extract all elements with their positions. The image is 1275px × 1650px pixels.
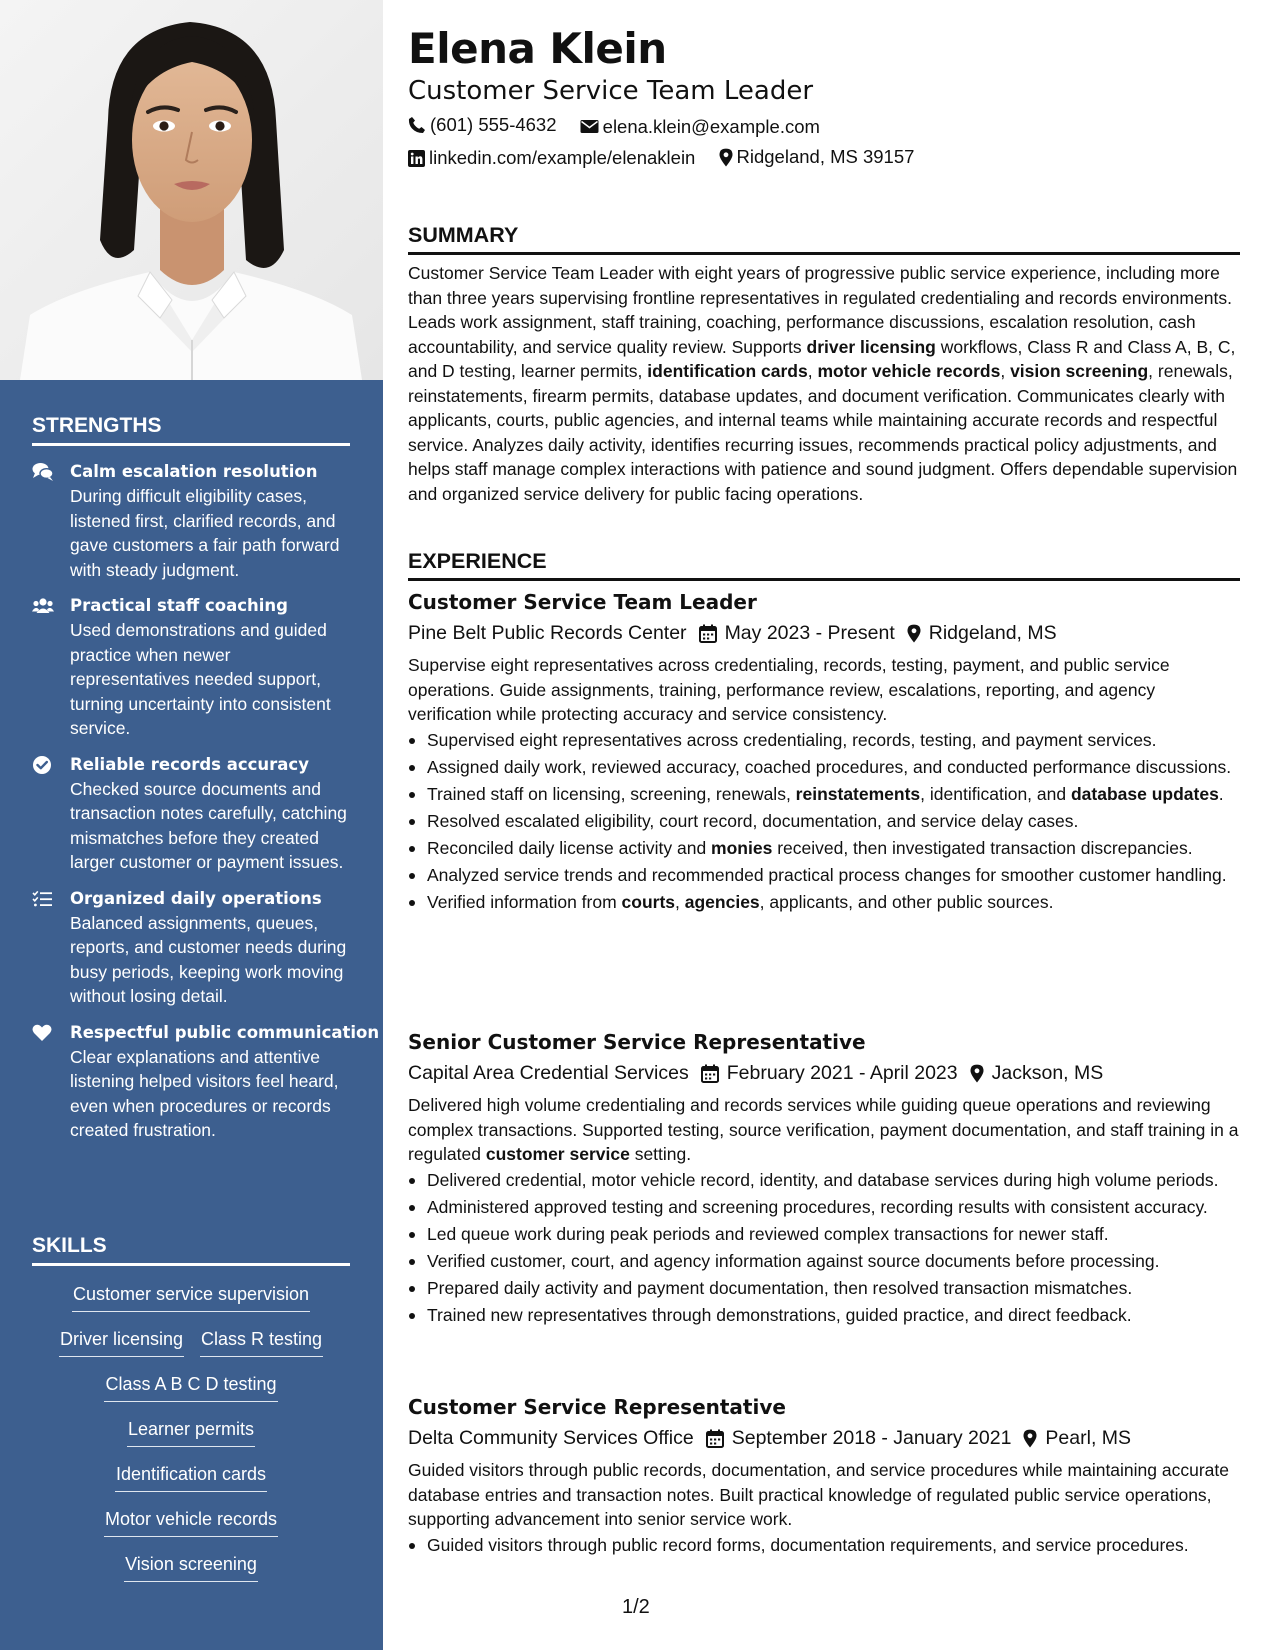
- summary-text: [408, 261, 1240, 506]
- bold-text: database updates: [1070, 783, 1219, 804]
- bold-text: courts: [621, 891, 676, 912]
- skill-tag: Vision screening: [124, 1551, 258, 1582]
- list-check-icon: [32, 889, 54, 909]
- map-pin-icon: [970, 1064, 984, 1083]
- job-bullets: [408, 1168, 1240, 1328]
- job-description: Supervise eight representatives across credentialing, records, testing, payment, and public service operations. Guide assignments, training, performance review, escalations, reporting, and agency verification while protecting accuracy and service consistency.: [408, 655, 1170, 724]
- strength-text: Checked source documents and transaction notes carefully, catching mismatches before they created larger customer or payment issues.: [70, 778, 347, 872]
- bullet-item: [408, 836, 1240, 861]
- bold-text: monies: [711, 837, 773, 858]
- bold-text: agencies: [684, 891, 760, 912]
- bold-text: driver licensing: [806, 336, 936, 357]
- strength-title: Practical staff coaching: [70, 596, 288, 615]
- text-run: Trained staff on licensing, screening, renewals,: [427, 783, 796, 804]
- strength-item: [32, 1021, 380, 1143]
- strength-title: Reliable records accuracy: [70, 754, 309, 774]
- experience-heading: EXPERIENCE: [408, 548, 1240, 581]
- users-icon: [32, 596, 54, 616]
- text-run: Analyzed service trends and recommended practical process changes for smoother customer handling.: [427, 864, 1227, 885]
- text-run: Resolved escalated eligibility, court record, documentation, and service delay cases.: [427, 810, 1079, 831]
- text-run: ,: [675, 891, 685, 912]
- page-number: 1/2: [622, 1596, 650, 1618]
- strength-item: [32, 594, 352, 741]
- text-run: ,: [807, 361, 818, 381]
- check-circle-icon: [32, 755, 54, 775]
- bullet-item: [408, 1168, 1240, 1193]
- company-name: Pine Belt Public Records Center: [408, 622, 687, 644]
- skill-row: [32, 1506, 350, 1551]
- job-bullets: [408, 728, 1240, 915]
- strengths-heading: STRENGTHS: [32, 414, 350, 446]
- profile-photo: [0, 0, 383, 380]
- job-title: Senior Customer Service Representative: [408, 1030, 866, 1054]
- job-location: Jackson, MS: [991, 1062, 1104, 1084]
- text-run: Supervised eight representatives across credentialing, records, testing, and payment services.: [427, 729, 1157, 750]
- skill-row: [32, 1281, 350, 1326]
- candidate-name: Elena Klein: [408, 24, 667, 73]
- text-run: Administered approved testing and screening procedures, recording results with consistent accuracy.: [427, 1196, 1208, 1217]
- strength-text: During difficult eligibility cases, listened first, clarified records, and gave customers a fair path forward with steady judgment.: [70, 486, 340, 580]
- text-run: Trained new representatives through demonstrations, guided practice, and direct feedback.: [427, 1304, 1132, 1325]
- job-entry: [408, 1028, 1240, 1330]
- job-meta: [408, 1423, 1240, 1453]
- sidebar: [0, 0, 383, 1650]
- skills-heading: SKILLS: [32, 1234, 350, 1266]
- company-name: Capital Area Credential Services: [408, 1062, 689, 1084]
- bullet-item: [408, 782, 1240, 807]
- heart-icon: [32, 1023, 54, 1043]
- calendar-icon: [701, 1064, 719, 1083]
- text-run: .: [1218, 783, 1224, 804]
- summary-heading: SUMMARY: [408, 222, 1240, 255]
- location-contact: [719, 145, 915, 169]
- bold-text: reinstatements: [795, 783, 921, 804]
- skill-row: [32, 1416, 350, 1461]
- text-run: received, then investigated transaction discrepancies.: [772, 837, 1193, 858]
- text-run: workflows, Class R and Class A, B, C, and D testing, learner permits,: [408, 336, 1236, 381]
- skill-row: [32, 1461, 350, 1506]
- strength-title: Respectful public communication: [70, 1022, 380, 1042]
- text-run: , applicants, and other public sources.: [759, 891, 1054, 912]
- job-location: Ridgeland, MS: [928, 622, 1057, 644]
- job-dates: May 2023 - Present: [724, 622, 895, 644]
- bullet-item: [408, 890, 1240, 915]
- bullet-item: [408, 728, 1240, 753]
- job-entry: [408, 588, 1240, 917]
- company-name: Delta Community Services Office: [408, 1427, 694, 1449]
- bullet-item: [408, 1222, 1240, 1247]
- text-run: ,: [1000, 361, 1011, 381]
- phone-icon: [408, 116, 426, 134]
- text-run: Guided visitors through public record forms, documentation requirements, and service procedures.: [427, 1534, 1189, 1555]
- email-contact[interactable]: [580, 115, 820, 139]
- text-run: , renewals, reinstatements, firearm permits, database updates, and document verification. Communicates clearly with applicants, courts, public agencies, and internal teams while maintaining accurate records and respectful service. Analyzes daily activity, identifies recurring issues, recommends practical policy adjustments, and helps staff manage complex interactions with patience and sound judgment. Offers dependable supervision and organized service delivery for public facing operations.: [408, 361, 1238, 504]
- strength-item: [32, 887, 352, 1009]
- bullet-item: [408, 863, 1240, 888]
- text-run: Led queue work during peak periods and reviewed complex transactions for newer staff.: [427, 1223, 1109, 1244]
- strength-text: Clear explanations and attentive listening helped visitors feel heard, even when procedures or records created frustration.: [70, 1046, 339, 1140]
- strength-item: [32, 460, 352, 582]
- map-pin-icon: [1023, 1429, 1037, 1448]
- phone-number: (601) 555-4632: [430, 114, 557, 135]
- strength-text: Used demonstrations and guided practice when newer representatives needed support, turning uncertainty into consistent service.: [70, 620, 331, 738]
- skills-list: [32, 1281, 350, 1596]
- strength-text: Balanced assignments, queues, reports, and customer needs during busy periods, keeping work moving without losing detail.: [70, 912, 347, 1006]
- job-description: [408, 1093, 1240, 1167]
- bold-text: motor vehicle records: [817, 361, 1001, 381]
- skill-row: [32, 1371, 350, 1416]
- linkedin-icon: [408, 150, 425, 167]
- comments-icon: [32, 462, 54, 482]
- bold-text: identification cards: [647, 361, 808, 381]
- bold-text: vision screening: [1010, 361, 1149, 381]
- text-run: Verified information from: [427, 891, 622, 912]
- job-location: Pearl, MS: [1045, 1427, 1132, 1449]
- contact-row: [408, 145, 932, 173]
- strength-item: [32, 753, 352, 875]
- contact-row: [408, 113, 838, 140]
- text-run: Prepared daily activity and payment documentation, then resolved transaction mismatches.: [427, 1277, 1133, 1298]
- skill-tag: Class A B C D testing: [104, 1371, 277, 1402]
- strengths-list: [32, 460, 380, 1155]
- strength-title: Organized daily operations: [70, 888, 322, 908]
- linkedin-contact[interactable]: [408, 146, 695, 170]
- phone-contact[interactable]: [408, 113, 557, 137]
- linkedin-url: linkedin.com/example/elenaklein: [429, 147, 696, 168]
- text-run: setting.: [629, 1144, 692, 1164]
- job-entry: [408, 1393, 1240, 1560]
- job-bullets: [408, 1533, 1240, 1558]
- candidate-title: Customer Service Team Leader: [408, 76, 814, 106]
- bullet-item: [408, 809, 1240, 834]
- strength-title: Calm escalation resolution: [70, 462, 318, 481]
- skill-tag: Learner permits: [127, 1416, 255, 1447]
- location-text: Ridgeland, MS 39157: [736, 146, 915, 167]
- skill-row: [32, 1551, 350, 1596]
- calendar-icon: [699, 624, 717, 643]
- text-run: Reconciled daily license activity and: [427, 837, 712, 858]
- map-pin-icon: [907, 624, 921, 643]
- job-meta: [408, 618, 1240, 648]
- bullet-item: [408, 1533, 1240, 1558]
- bullet-item: [408, 1276, 1240, 1301]
- bold-text: customer service: [485, 1144, 630, 1164]
- job-title: Customer Service Team Leader: [408, 590, 757, 614]
- bullet-item: [408, 755, 1240, 780]
- bullet-item: [408, 1249, 1240, 1274]
- skill-tag: Identification cards: [115, 1461, 267, 1492]
- skill-tag: Motor vehicle records: [104, 1506, 278, 1537]
- skill-tag: Class R testing: [200, 1326, 323, 1357]
- calendar-icon: [706, 1429, 724, 1448]
- skill-row: [32, 1326, 350, 1371]
- bullet-item: [408, 1195, 1240, 1220]
- text-run: , identification, and: [920, 783, 1071, 804]
- text-run: Verified customer, court, and agency information against source documents before processing.: [427, 1250, 1160, 1271]
- envelope-icon: [580, 119, 599, 134]
- text-run: Assigned daily work, reviewed accuracy, coached procedures, and conducted performance discussions.: [427, 756, 1232, 777]
- job-title: Customer Service Representative: [408, 1395, 786, 1419]
- map-pin-icon: [719, 148, 733, 167]
- bullet-item: [408, 1303, 1240, 1328]
- text-run: Delivered high volume credentialing and records services while guiding queue operations and reviewing complex transactions. Supported testing, source verification, payment documentation, and staff training in a regulated: [408, 1095, 1239, 1164]
- job-description: Guided visitors through public records, documentation, and service procedures while maintaining accurate database entries and transaction notes. Built practical knowledge of regulated public service operations, supporting advancement into senior service work.: [408, 1460, 1229, 1529]
- email-address: elena.klein@example.com: [602, 115, 820, 137]
- skill-tag: Customer service supervision: [72, 1281, 310, 1312]
- text-run: Customer Service Team Leader with eight years of progressive public service experience, including more than three years supervising frontline representatives in regulated credentialing and records environments. Leads work assignment, staff training, coaching, performance discussions, escalation resolution, cash accountability, and service quality review. Supports: [408, 263, 1232, 357]
- job-dates: February 2021 - April 2023: [726, 1062, 958, 1084]
- job-meta: [408, 1058, 1240, 1088]
- job-dates: September 2018 - January 2021: [731, 1427, 1012, 1449]
- skill-tag: Driver licensing: [59, 1326, 184, 1357]
- text-run: Delivered credential, motor vehicle record, identity, and database services during high volume periods.: [427, 1169, 1219, 1190]
